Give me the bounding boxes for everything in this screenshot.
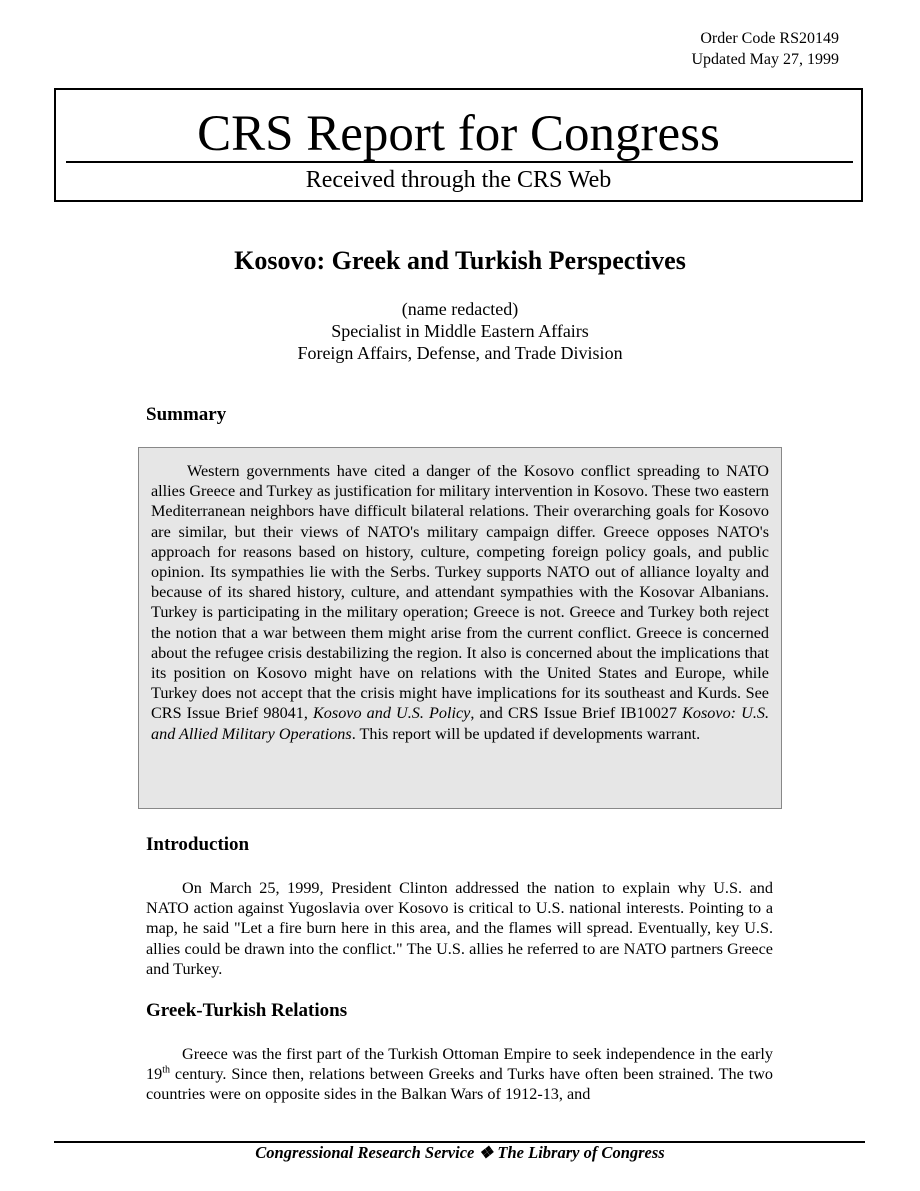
introduction-heading: Introduction	[146, 834, 250, 855]
greek-turkish-heading: Greek-Turkish Relations	[146, 1000, 348, 1021]
summary-ref-1: Kosovo and U.S. Policy	[313, 704, 471, 723]
updated-date: Updated May 27, 1999	[691, 51, 839, 68]
summary-ref-2: Kosovo: U.S. and Allied Military Operations	[151, 704, 770, 743]
introduction-text: On March 25, 1999, President Clinton addressed the nation to explain why U.S. and NATO action against Yugoslavia over Kosovo is critical to U.S. national interests. Pointing to a map, he said "Let a fire burn here in this area, and the flames will spread. Eventually, key U.S. allies could be drawn into the conflict." The U.S. allies he referred to are NATO partners Greece and Turkey.	[146, 879, 773, 978]
summary-heading: Summary	[146, 404, 227, 425]
banner-divider	[66, 161, 853, 163]
author-division: Foreign Affairs, Defense, and Trade Division	[297, 343, 623, 363]
summary-box	[138, 447, 782, 809]
footer-text: Congressional Research Service ❖ The Library of Congress	[255, 1143, 665, 1162]
summary-text: Western governments have cited a danger of the Kosovo conflict spreading to NATO allies Greece and Turkey as justification for military intervention in Kosovo. These two eastern Mediterranean neighbors have difficult bilateral relations. Their overarching goals for Kosovo are similar, but their views of NATO's military campaign differ. Greece opposes NATO's approach for reasons based on history, culture, competing foreign policy goals, and public opinion. Its sympathies lie with the Serbs. Turkey supports NATO out of alliance loyalty and because of its shared history, culture, and attendant sympathies with the Kosovar Albanians. Turkey is participating in the military operation; Greece is not. Greece and Turkey both reject the notion that a war between them might arise from the current conflict. Greece is concerned about the refugee crisis destabilizing the region. It also is concerned about the implications that its position on Kosovo might have on relations with the United States and Europe, while Turkey does not accept that the crisis might have implications for its southeast and Kurds. See CRS Issue Brief 98041, Kosovo and U.S. Policy, and CRS Issue Brief IB10027 Kosovo: U.S. and Allied Military Operations. This report will be updated if developments warrant.	[151, 462, 770, 743]
report-title: Kosovo: Greek and Turkish Perspectives	[234, 246, 686, 275]
banner-subtitle: Received through the CRS Web	[305, 167, 612, 193]
greek-turkish-text: Greece was the first part of the Turkish Ottoman Empire to seek independence in the early 19th century. Since then, relations between Greeks and Turks have often been strained. The two countries were on opposite sides in the Balkan Wars of 1912-13, and	[146, 1045, 773, 1104]
author-block	[0, 298, 920, 364]
report-banner	[54, 88, 863, 202]
order-code: Order Code RS20149	[700, 30, 839, 47]
author-name: (name redacted)	[401, 299, 519, 319]
banner-title: CRS Report for Congress	[197, 106, 720, 162]
order-code-block	[691, 28, 839, 70]
author-role: Specialist in Middle Eastern Affairs	[331, 321, 589, 341]
